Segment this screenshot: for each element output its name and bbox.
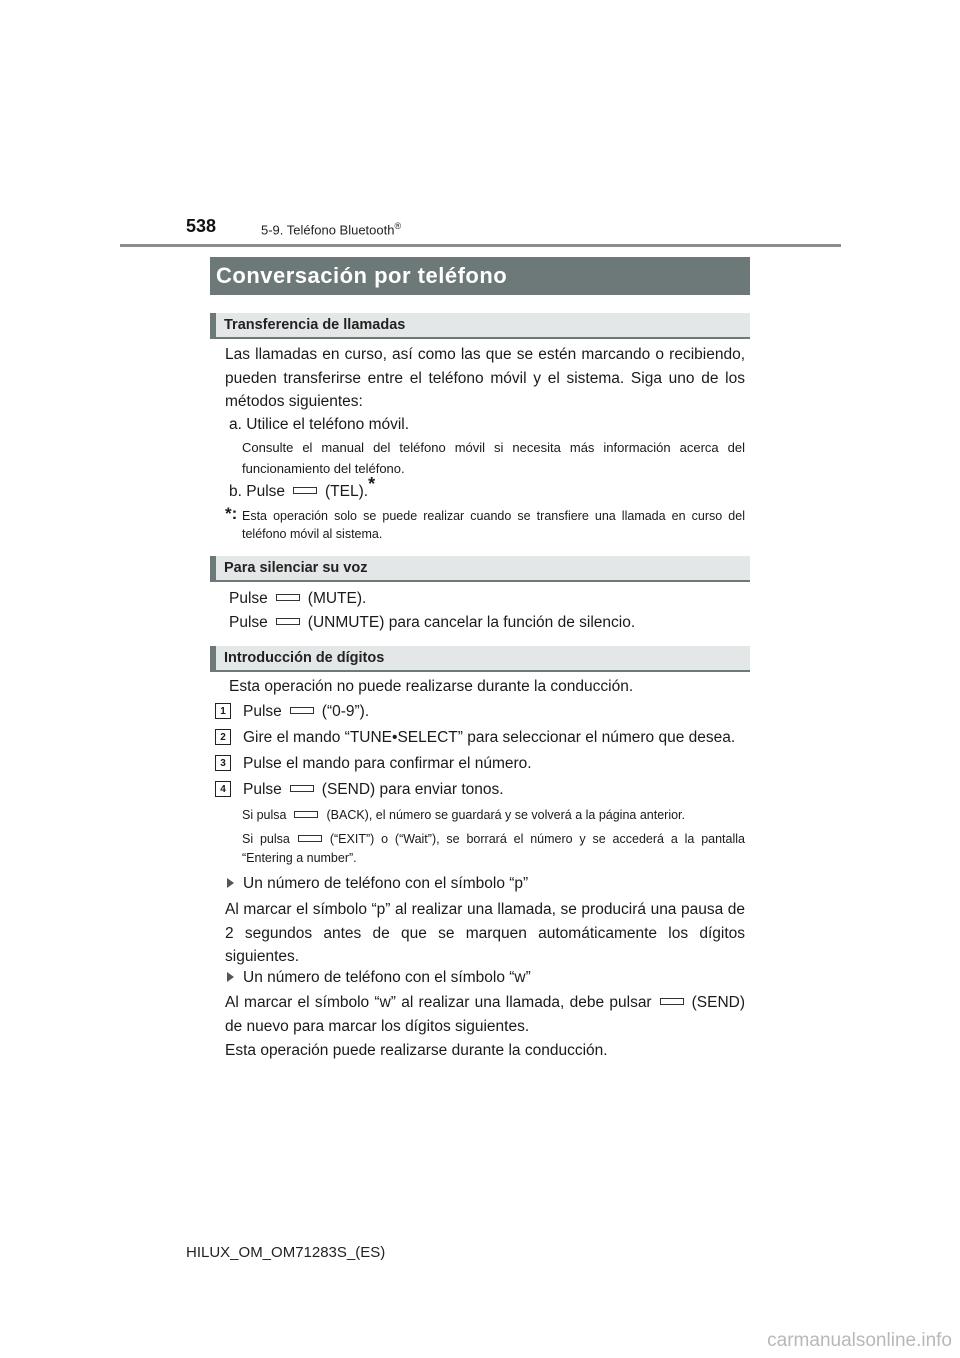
- unmute-pre: Pulse: [229, 614, 268, 631]
- w-drive-note: Esta operación puede realizarse durante la conducción.: [225, 1042, 608, 1059]
- triangle-bullet-icon: [227, 972, 234, 982]
- unmute-line: [229, 613, 635, 633]
- exit-note-post: (“EXIT”) o (“Wait”), se borrará el número y se accederá a la pantalla “Entering a number”.: [242, 832, 745, 865]
- p-symbol-text: Al marcar el símbolo “p” al realizar una llamada, se producirá una pausa de 2 segundos antes de que se marquen automáticamente los dígitos siguientes.: [225, 901, 745, 965]
- back-button-icon: [294, 811, 318, 818]
- step-1-pre: Pulse: [243, 703, 282, 720]
- option-b-pre: b. Pulse: [229, 483, 286, 500]
- digits-intro: Esta operación no puede realizarse durante la conducción.: [229, 678, 634, 695]
- footnote: [225, 504, 745, 543]
- w-symbol-text: [225, 991, 745, 1038]
- option-a: a. Utilice el teléfono móvil.: [229, 416, 410, 433]
- p-symbol-heading: [227, 874, 528, 894]
- mute-button-icon: [276, 594, 300, 601]
- unmute-button-icon: [276, 618, 300, 625]
- option-b: [229, 474, 376, 502]
- step-number: 2: [215, 729, 231, 745]
- step-1: [243, 702, 369, 722]
- option-a-note: Consulte el manual del teléfono móvil si necesita más información acerca del funcionamiento del teléfono.: [242, 440, 745, 476]
- option-b-post: (TEL).: [325, 483, 369, 500]
- w-text-post: (SEND) de nuevo para marcar los dígitos siguientes.: [225, 994, 745, 1035]
- back-note-pre: Si pulsa: [242, 808, 287, 822]
- unmute-post: (UNMUTE) para cancelar la función de silencio.: [307, 614, 636, 631]
- asterisk-mark: *: [368, 474, 376, 494]
- step-number: 4: [215, 781, 231, 797]
- footnote-text: Esta operación solo se puede realizar cuando se transfiere una llamada en curso del teléfono móvil al sistema.: [242, 509, 745, 541]
- w-heading-text: Un número de teléfono con el símbolo “w”: [243, 969, 531, 986]
- subheading-transfer: Transferencia de llamadas: [210, 313, 750, 339]
- step-4: [243, 780, 504, 800]
- section-label: 5-9. Teléfono Bluetooth: [261, 222, 395, 238]
- step-number: 3: [215, 755, 231, 771]
- send-button-icon: [660, 998, 684, 1005]
- exit-note-pre: Si pulsa: [242, 832, 290, 846]
- step-number: 1: [215, 703, 231, 719]
- w-symbol-heading: [227, 968, 531, 988]
- subheading-mute: Para silenciar su voz: [210, 556, 750, 582]
- footnote-mark: *:: [225, 504, 238, 523]
- step-1-post: (“0-9”).: [321, 703, 370, 720]
- watermark: carmanualsonline.info: [767, 1330, 952, 1351]
- section-reference: [261, 221, 401, 237]
- step-2: Gire el mando “TUNE•SELECT” para seleccionar el número que desea.: [243, 729, 736, 746]
- exit-button-icon: [298, 835, 322, 842]
- digits-button-icon: [290, 707, 314, 714]
- transfer-intro: Las llamadas en curso, así como las que se estén marcando o recibiendo, pueden transferirse entre el teléfono móvil y el sistema. Siga uno de los métodos siguientes:: [225, 346, 745, 410]
- mute-line: [229, 589, 366, 609]
- subheading-digits: Introducción de dígitos: [210, 646, 750, 672]
- step-4-pre: Pulse: [243, 781, 282, 798]
- step-3: Pulse el mando para confirmar el número.: [243, 755, 532, 772]
- registered-mark: ®: [394, 221, 402, 231]
- mute-pre: Pulse: [229, 590, 268, 607]
- exit-note: [242, 830, 745, 868]
- w-text-pre: Al marcar el símbolo “w” al realizar una llamada, debe pulsar: [225, 994, 652, 1011]
- p-heading-text: Un número de teléfono con el símbolo “p”: [243, 875, 529, 892]
- page-title: Conversación por teléfono: [210, 257, 750, 295]
- tel-button-icon: [293, 487, 317, 494]
- header-divider: [120, 244, 841, 247]
- document-code: HILUX_OM_OM71283S_(ES): [186, 1244, 386, 1261]
- send-button-icon: [290, 785, 314, 792]
- page-number: 538: [186, 216, 217, 236]
- back-note-post: (BACK), el número se guardará y se volverá a la página anterior.: [326, 808, 686, 822]
- back-note: [242, 806, 745, 825]
- step-4-post: (SEND) para enviar tonos.: [321, 781, 504, 798]
- triangle-bullet-icon: [227, 878, 234, 888]
- mute-post: (MUTE).: [307, 590, 367, 607]
